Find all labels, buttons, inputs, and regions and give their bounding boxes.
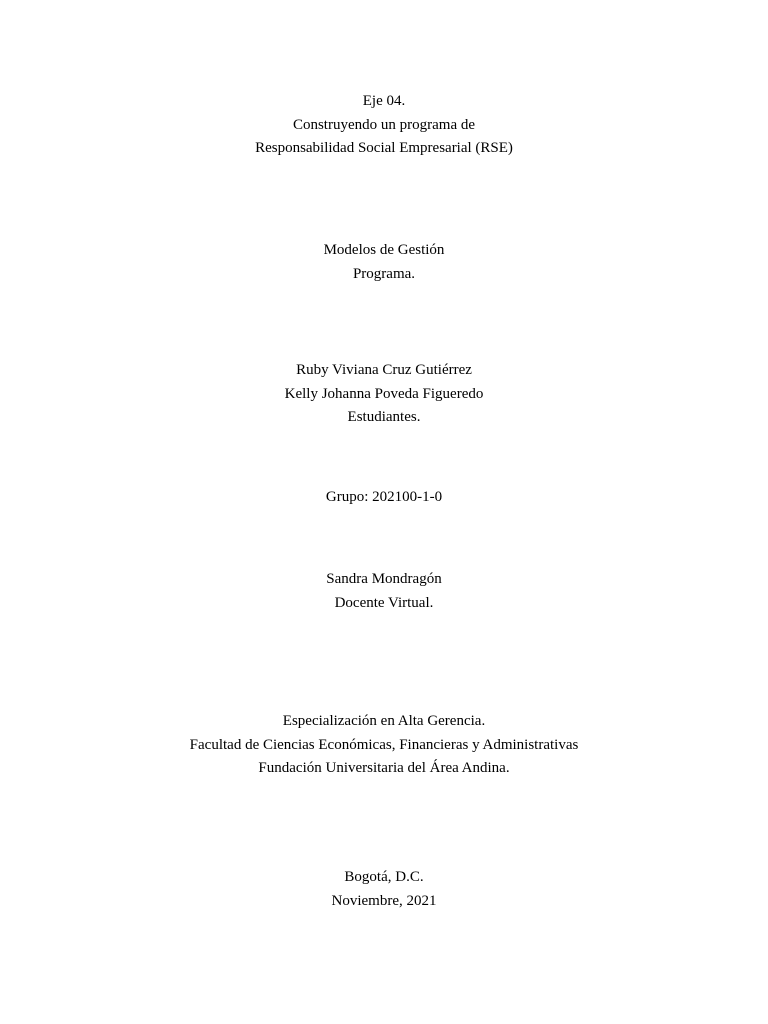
title-line-subtitle: Construyendo un programa de [292, 116, 476, 133]
students-block [0, 359, 768, 430]
teacher-name: Sandra Mondragón [326, 571, 442, 587]
place-date-block [0, 866, 768, 913]
students-label: Estudiantes. [347, 409, 421, 425]
student-name: Ruby Viviana Cruz Gutiérrez [296, 362, 472, 378]
university-name: Fundación Universitaria del Área Andina. [258, 760, 510, 776]
group-block [0, 486, 768, 510]
institution-block [0, 710, 768, 781]
course-label: Programa. [352, 265, 416, 282]
city: Bogotá, D.C. [344, 869, 424, 885]
student-name: Kelly Johanna Poveda Figueredo [284, 385, 484, 402]
teacher-block [0, 568, 768, 615]
title-block [0, 90, 768, 161]
title-line-axis: Eje 04. [362, 93, 406, 109]
title-line-topic: Responsabilidad Social Empresarial (RSE) [255, 140, 513, 156]
course-name: Modelos de Gestión [323, 242, 445, 258]
specialization-name: Especialización en Alta Gerencia. [282, 713, 486, 729]
faculty-name: Facultad de Ciencias Económicas, Financieras y Administrativas [189, 736, 579, 753]
subject-block [0, 239, 768, 286]
group-number: Grupo: 202100-1-0 [325, 489, 443, 505]
teacher-label: Docente Virtual. [334, 594, 434, 611]
date: Noviembre, 2021 [331, 892, 437, 909]
